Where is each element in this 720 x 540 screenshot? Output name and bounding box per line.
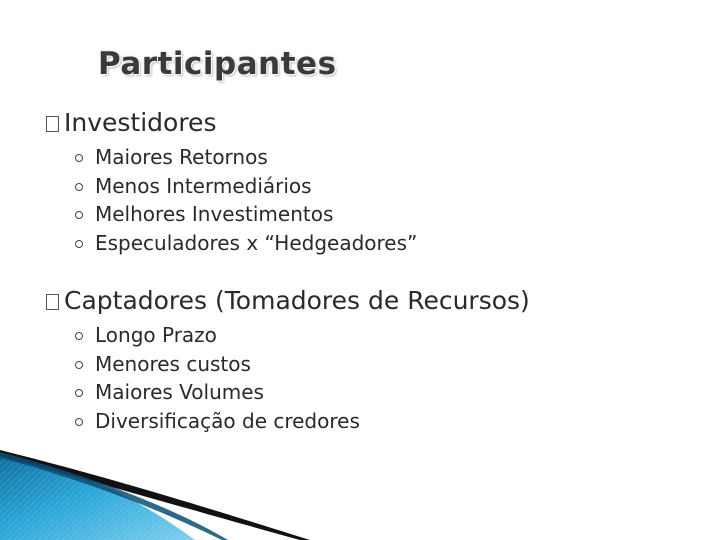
square-bullet-icon (46, 116, 59, 132)
list-item-text: Menos Intermediários (95, 173, 312, 198)
ring-bullet-icon (75, 361, 83, 369)
list-item (75, 200, 417, 229)
sub-bullet-list (46, 143, 417, 257)
ring-bullet-icon (75, 183, 83, 191)
list-item-text: Maiores Retornos (95, 145, 268, 169)
ring-bullet-icon (75, 389, 83, 397)
list-item-text: Menores custos (95, 351, 251, 376)
ring-bullet-icon (75, 211, 83, 219)
section-captadores (46, 286, 530, 435)
list-item-text: Melhores Investimentos (95, 202, 334, 226)
sub-bullet-list (46, 321, 530, 435)
list-item (75, 378, 530, 407)
section-heading (46, 108, 417, 138)
list-item (75, 321, 530, 350)
square-bullet-icon (46, 294, 59, 310)
ring-bullet-icon (75, 154, 83, 162)
list-item (75, 143, 417, 172)
list-item-text: Maiores Volumes (95, 380, 264, 404)
list-item-text: Especuladores x “Hedgeadores” (95, 230, 418, 255)
section-heading-text: Captadores (Tomadores de Recursos) (64, 286, 530, 315)
list-item (75, 172, 417, 201)
list-item (75, 407, 530, 436)
section-heading (46, 286, 530, 316)
list-item (75, 229, 417, 258)
list-item-text: Longo Prazo (95, 323, 217, 347)
ring-bullet-icon (75, 240, 83, 248)
slide-title: Participantes (98, 46, 337, 82)
list-item-text: Diversificação de credores (95, 408, 360, 433)
ring-bullet-icon (75, 418, 83, 426)
decorative-swoosh (0, 440, 720, 540)
section-investidores (46, 108, 417, 257)
section-heading-text: Investidores (64, 108, 217, 137)
list-item (75, 350, 530, 379)
ring-bullet-icon (75, 332, 83, 340)
